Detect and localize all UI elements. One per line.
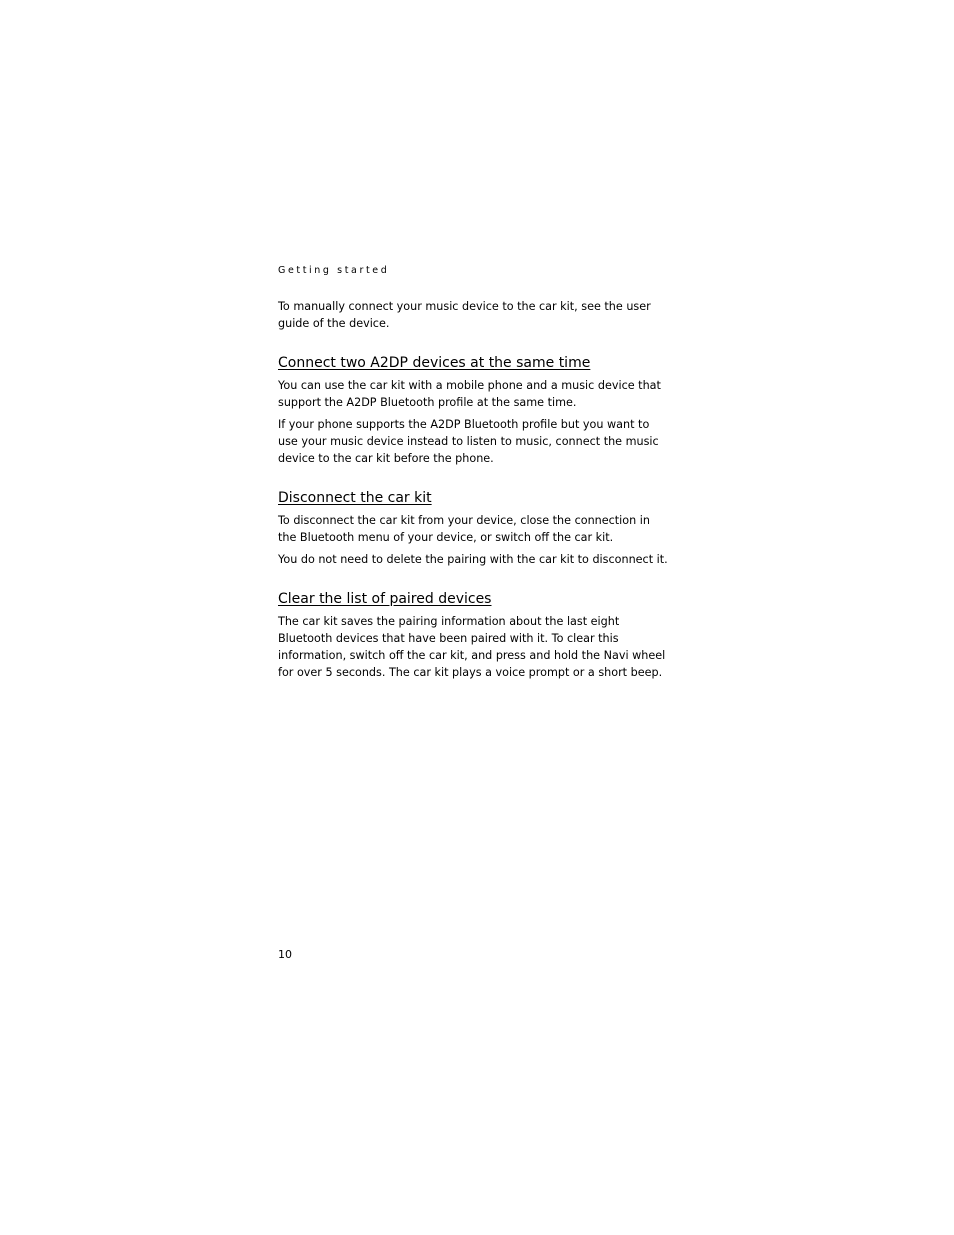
section-paragraph: If your phone supports the A2DP Bluetooth profile but you want to use your music device instead to listen to music, connect the music device to the car kit before the phone. <box>278 418 659 465</box>
running-header: Getting started <box>278 265 390 276</box>
section-disconnect-car-kit <box>278 489 670 568</box>
section-connect-two-devices <box>278 354 670 467</box>
intro-paragraph: To manually connect your music device to the car kit, see the user guide of the device. <box>278 300 651 330</box>
section-paragraph: You do not need to delete the pairing with the car kit to disconnect it. <box>278 553 668 566</box>
section-clear-paired-devices <box>278 590 670 681</box>
section-paragraph: The car kit saves the pairing information about the last eight Bluetooth devices that have been paired with it. To clear this information, switch off the car kit, and press and hold the Navi wheel for over 5 seconds. The car kit plays a voice prompt or a short beep. <box>278 615 666 679</box>
section-heading: Connect two A2DP devices at the same time <box>278 355 591 371</box>
page-content <box>278 298 670 686</box>
section-heading: Clear the list of paired devices <box>278 591 492 607</box>
page-number: 10 <box>278 948 292 961</box>
section-heading: Disconnect the car kit <box>278 490 432 506</box>
section-paragraph: You can use the car kit with a mobile phone and a music device that support the A2DP Bluetooth profile at the same time. <box>278 379 661 409</box>
section-paragraph: To disconnect the car kit from your device, close the connection in the Bluetooth menu of your device, or switch off the car kit. <box>278 514 650 544</box>
